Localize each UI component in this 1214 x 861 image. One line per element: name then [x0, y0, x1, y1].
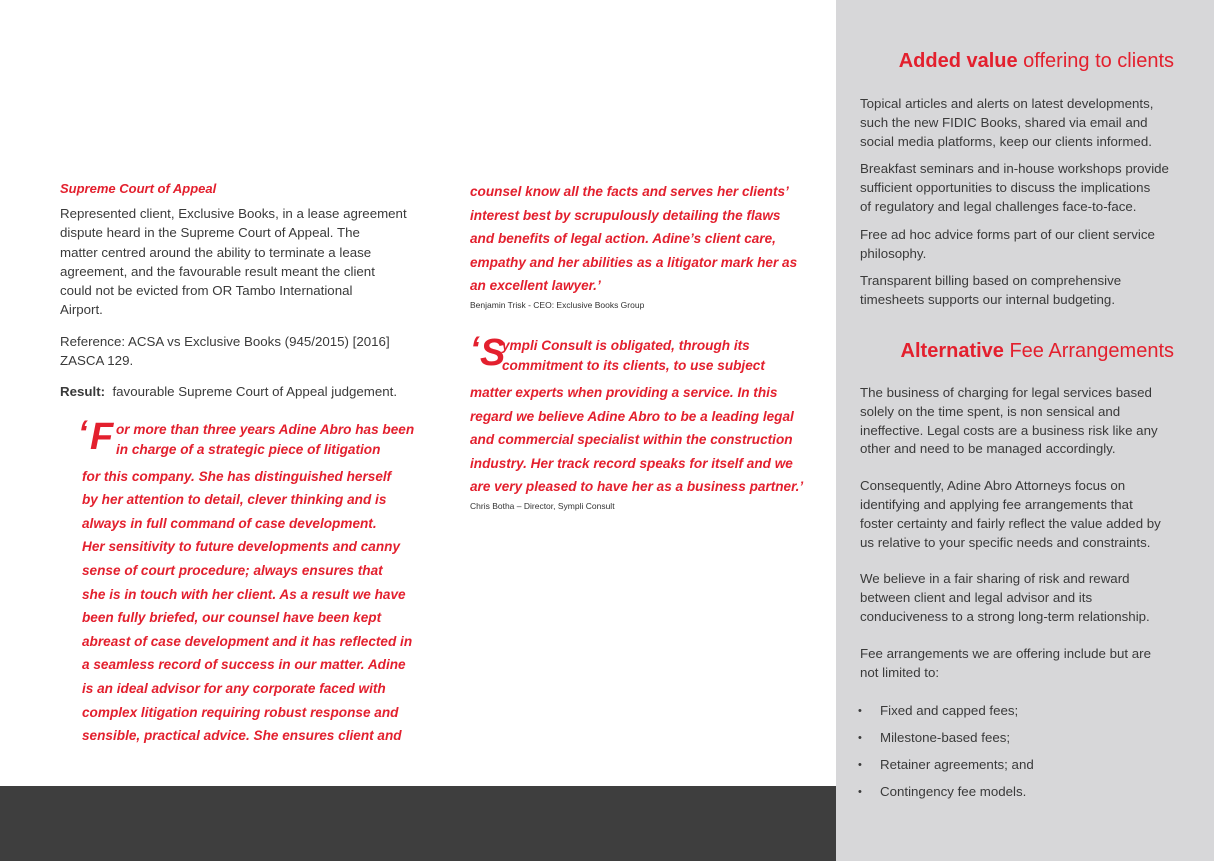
result-label: Result: [60, 384, 106, 400]
quote-line: abreast of case development and it has reflected in [82, 633, 413, 649]
testimonial-quote-exclusive-books [60, 413, 415, 748]
text-line: Topical articles and alerts on latest developments, [860, 96, 1154, 111]
text-line: Represented client, Exclusive Books, in a lease agreement [60, 206, 407, 221]
bullet-icon: • [858, 705, 862, 717]
quote-attribution: Chris Botha – Director, Sympli Consult [470, 500, 615, 511]
paragraph [860, 477, 1180, 552]
text-line: sufficient opportunities to discuss the implications [860, 180, 1151, 196]
paragraph [860, 570, 1180, 626]
text-line: not limited to: [860, 664, 940, 680]
testimonial-quote-continuation [470, 180, 800, 298]
paragraph [860, 384, 1180, 459]
quote-line: a seamless record of success in our matter. Adine [82, 657, 406, 673]
quote-line: for this company. She has distinguished herself [82, 468, 392, 484]
bullet-icon: • [858, 759, 862, 771]
list-item [858, 700, 1178, 727]
quote-line: Her sensitivity to future developments and canny [82, 539, 401, 555]
paragraph [860, 272, 1180, 310]
text-line: of regulatory and legal challenges face-to-face. [860, 198, 1137, 214]
list-item [858, 781, 1178, 808]
quote-line: industry. Her track record speaks for itself and we [470, 455, 793, 471]
opening-quote-mark: ‘ [78, 413, 88, 452]
quote-opening [470, 329, 800, 381]
list-item-label: Milestone-based fees; [880, 730, 1011, 745]
court-heading: Supreme Court of Appeal [60, 181, 217, 196]
case-result [60, 382, 410, 401]
quote-line: matter experts when providing a service. In this [470, 384, 778, 400]
quote-line: complex litigation requiring robust response and [82, 704, 399, 720]
fee-arrangements-list [858, 700, 1178, 808]
column-one [60, 181, 415, 748]
quote-line: are very pleased to have her as a business partner.’ [470, 479, 804, 495]
drop-cap-letter: F [90, 415, 114, 458]
case-reference [60, 332, 410, 371]
text-line: between client and legal advisor and its [860, 590, 1093, 606]
heading-bold: Alternative [900, 340, 1004, 362]
quote-line: always in full command of case development. [82, 515, 377, 531]
quote-line: by her attention to detail, clever thinking and is [82, 492, 387, 508]
alternative-fee-heading [901, 340, 1174, 363]
list-item-label: Retainer agreements; and [880, 757, 1034, 772]
text-line: timesheets supports our internal budgeting. [860, 292, 1116, 308]
text-line: dispute heard in the Supreme Court of Appeal. The [60, 225, 360, 241]
text-line: other and need to be managed accordingly. [860, 441, 1116, 457]
text-line: identifying and applying fee arrangements that [860, 496, 1133, 512]
result-text: favourable Supreme Court of Appeal judgement. [112, 384, 398, 400]
quote-line: been fully briefed, our counsel have been kept [82, 610, 382, 626]
quote-line: and commercial specialist within the construction [470, 432, 793, 448]
text-line: foster certainty and fairly reflect the value added by [860, 515, 1161, 531]
quote-line: counsel know all the facts and serves her clients’ [470, 184, 789, 199]
text-line: Free ad hoc advice forms part of our client service [860, 226, 1155, 242]
text-line: The business of charging for legal services based [860, 385, 1152, 400]
text-line: such the new FIDIC Books, shared via email and [860, 114, 1148, 130]
text-line: Airport. [60, 302, 103, 318]
quote-line: or more than three years Adine Abro has been [116, 421, 415, 437]
text-line: Transparent billing based on comprehensive [860, 273, 1122, 289]
text-line: solely on the time spent, is non sensical and [860, 403, 1121, 419]
text-line: social media platforms, keep our clients informed. [860, 133, 1152, 149]
added-value-heading [899, 50, 1174, 73]
case-description [60, 204, 410, 320]
text-line: matter centred around the ability to terminate a lease [60, 244, 372, 260]
heading-rest: Fee Arrangements [1003, 340, 1174, 362]
list-item-label: Contingency fee models. [880, 784, 1027, 799]
quote-line: regard we believe Adine Abro to be a leading legal [470, 408, 794, 424]
quote-line: she is in touch with her client. As a result we have [82, 586, 406, 602]
text-line: ZASCA 129. [60, 353, 134, 369]
quote-line: and benefits of legal action. Adine’s client care, [470, 231, 776, 247]
list-item-label: Fixed and capped fees; [880, 703, 1019, 718]
quote-line: ympli Consult is obligated, through its [502, 337, 750, 353]
bullet-icon: • [858, 732, 862, 744]
text-line: Fee arrangements we are offering include but are [860, 645, 1151, 661]
quote-line: in charge of a strategic piece of litigation [116, 441, 381, 457]
text-line: philosophy. [860, 245, 927, 261]
alternative-fee-text [860, 384, 1180, 691]
text-line: Consequently, Adine Abro Attorneys focus on [860, 478, 1126, 494]
paragraph [860, 645, 1180, 683]
list-item [858, 754, 1178, 781]
opening-quote-mark: ‘ [470, 329, 480, 368]
paragraph [860, 95, 1180, 151]
drop-cap-letter: S [480, 331, 506, 374]
list-item [858, 727, 1178, 754]
testimonial-quote-sympli [470, 329, 804, 499]
text-line: us relative to your specific needs and constraints. [860, 534, 1151, 550]
heading-rest: offering to clients [1017, 50, 1174, 72]
quote-line: sense of court procedure; always ensures that [82, 563, 383, 579]
quote-line: interest best by scrupulously detailing the flaws [470, 207, 781, 223]
bullet-icon: • [858, 786, 862, 798]
heading-bold: Added value [898, 50, 1018, 72]
column-two [470, 180, 804, 535]
added-value-text [860, 95, 1180, 319]
text-line: ineffective. Legal costs are a business risk like any [860, 422, 1158, 438]
paragraph [860, 226, 1180, 264]
quote-line: empathy and her abilities as a litigator mark her as [470, 254, 798, 270]
quote-line: an excellent lawyer.’ [470, 278, 601, 294]
quote-attribution: Benjamin Trisk - CEO: Exclusive Books Group [470, 299, 645, 310]
text-line: could not be evicted from OR Tambo International [60, 283, 353, 299]
text-line: agreement, and the favourable result meant the client [60, 263, 375, 279]
text-line: conduciveness to a strong long-term relationship. [860, 608, 1150, 624]
quote-line: commitment to its clients, to use subject [502, 357, 765, 373]
text-line: Reference: ACSA vs Exclusive Books (945/2015) [2016] [60, 333, 390, 349]
text-line: Breakfast seminars and in-house workshops provide [860, 161, 1169, 177]
paragraph [860, 160, 1180, 216]
footer-band [0, 786, 836, 861]
quote-line: is an ideal advisor for any corporate faced with [82, 681, 386, 697]
quote-line: sensible, practical advice. She ensures client and [82, 728, 402, 744]
quote-opening [78, 413, 415, 465]
text-line: We believe in a fair sharing of risk and reward [860, 571, 1130, 587]
